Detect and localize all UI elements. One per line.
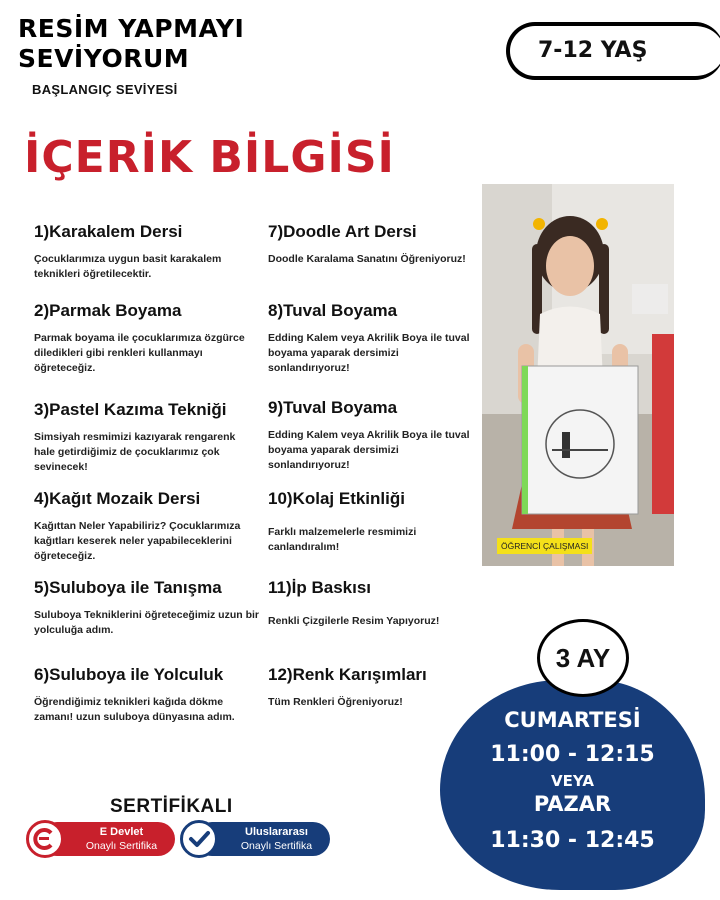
topic-desc: Simsiyah resmimizi kazıyarak rengarenk hale getirdiğimiz de çocuklarımız çok sevinecek! — [34, 431, 236, 473]
topic-7 — [268, 222, 473, 267]
topic-desc: Renkli Çizgilerle Resim Yapıyoruz! — [268, 615, 440, 627]
topic-desc: Edding Kalem veya Akrilik Boya ile tuval boyama yaparak dersimizi sonlandırıyoruz! — [268, 332, 470, 374]
topic-8 — [268, 301, 473, 376]
edevlet-badge-line1: E Devlet — [99, 826, 144, 838]
schedule-or: VEYA — [551, 772, 594, 790]
student-photo — [482, 184, 674, 566]
topic-desc: Parmak boyama ile çocuklarımıza özgürce diledikleri gibi renkleri kullanmayı öğreteceğiz. — [34, 332, 245, 374]
topic-title: 10)Kolaj Etkinliği — [268, 489, 405, 508]
level-label: BAŞLANGIÇ SEVİYESİ — [32, 82, 178, 97]
course-title-line2: SEVİYORUM — [18, 44, 190, 73]
topic-desc: Öğrendiğimiz teknikleri kağıda dökme zamanı! uzun suluboya dünyasına adım. — [34, 696, 235, 723]
topic-desc: Suluboya Tekniklerini öğreteceğimiz uzun bir yolculuğa adım. — [34, 609, 260, 636]
page-heading: İÇERİK BİLGİSİ — [24, 132, 395, 183]
topic-10 — [268, 489, 473, 555]
checkmark-icon — [180, 820, 218, 858]
topic-title: 2)Parmak Boyama — [34, 301, 182, 320]
topic-desc: Kağıttan Neler Yapabiliriz? Çocuklarımıza kağıtları keserek neler yapabileceklerini öğreteceğiz. — [34, 520, 241, 562]
topic-6 — [34, 665, 259, 725]
schedule-time1: 11:00 - 12:15 — [490, 742, 655, 767]
edevlet-badge-line2: Onaylı Sertifika — [85, 840, 158, 852]
schedule-day2: PAZAR — [533, 792, 612, 816]
topic-2 — [34, 301, 259, 376]
schedule-day1: CUMARTESİ — [504, 708, 641, 732]
topic-title: 1)Karakalem Dersi — [34, 222, 183, 241]
topic-9 — [268, 398, 473, 473]
edevlet-logo-icon — [26, 820, 64, 858]
topic-title: 11)İp Baskısı — [268, 578, 372, 597]
topic-title: 9)Tuval Boyama — [268, 398, 398, 417]
topic-title: 4)Kağıt Mozaik Dersi — [34, 489, 201, 508]
international-badge-line1: Uluslararası — [245, 826, 308, 838]
topic-3 — [34, 400, 259, 475]
topic-desc: Çocuklarımıza uygun basit karakalem teknikleri öğretilecektir. — [34, 253, 222, 280]
age-badge: 7-12 YAŞ — [506, 22, 720, 80]
topic-title: 3)Pastel Kazıma Tekniği — [34, 400, 227, 419]
duration-badge: 3 AY — [537, 619, 629, 697]
international-badge-line2: Onaylı Sertifika — [240, 840, 313, 852]
topic-title: 12)Renk Karışımları — [268, 665, 427, 684]
photo-caption: ÖĞRENCİ ÇALIŞMASI — [497, 538, 592, 554]
student-photo-illustration — [482, 184, 674, 566]
topic-11 — [268, 578, 473, 629]
topic-1 — [34, 222, 259, 282]
topic-5 — [34, 578, 259, 638]
topic-desc: Edding Kalem veya Akrilik Boya ile tuval boyama yaparak dersimizi sonlandırıyoruz! — [268, 429, 470, 471]
topic-desc: Farklı malzemelerle resmimizi canlandıralım! — [268, 526, 417, 553]
topic-title: 6)Suluboya ile Yolculuk — [34, 665, 224, 684]
topic-12 — [268, 665, 473, 710]
course-title — [18, 14, 244, 74]
course-title-line1: RESİM YAPMAYI — [18, 14, 245, 43]
schedule-time2: 11:30 - 12:45 — [490, 828, 655, 853]
certificate-title: SERTİFİKALI — [110, 796, 233, 817]
topic-desc: Tüm Renkleri Öğreniyoruz! — [268, 696, 403, 708]
topic-title: 7)Doodle Art Dersi — [268, 222, 417, 241]
topic-desc: Doodle Karalama Sanatını Öğreniyoruz! — [268, 253, 466, 265]
topic-title: 5)Suluboya ile Tanışma — [34, 578, 222, 597]
topic-title: 8)Tuval Boyama — [268, 301, 398, 320]
topic-4 — [34, 489, 259, 564]
